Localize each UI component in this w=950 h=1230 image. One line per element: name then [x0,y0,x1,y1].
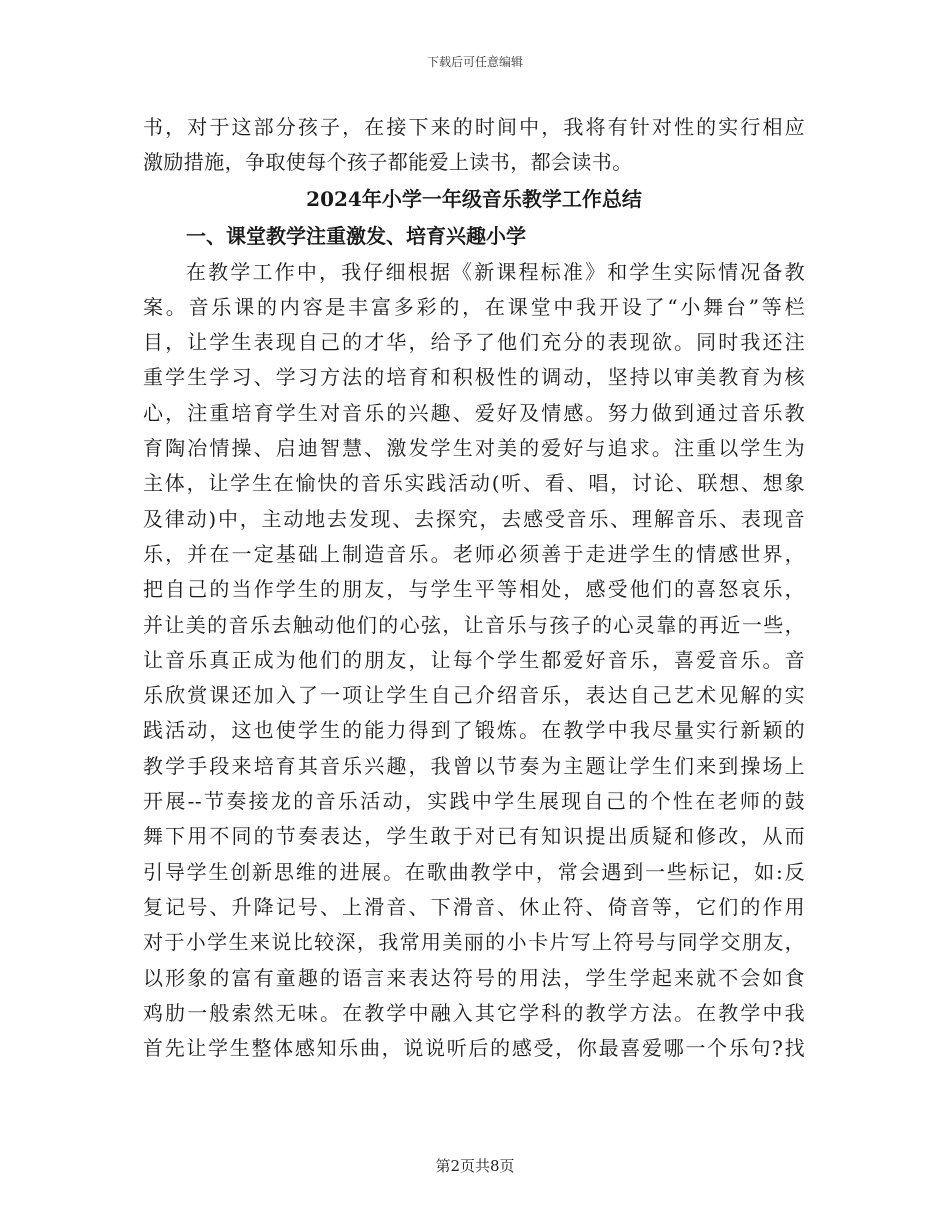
paragraph-line: 鸡肋一般索然无味。在教学中融入其它学科的教学方法。在教学中我 [143,1000,805,1025]
paragraph-line: 对于小学生来说比较深，我常用美丽的小卡片写上符号与同学交朋友， [143,930,805,955]
paragraph-line: 案。音乐课的内容是丰富多彩的，在课堂中我开设了“小舞台”等栏 [143,294,805,319]
paragraph-line: 践活动，这也使学生的能力得到了锻炼。在教学中我尽量实行新颖的 [143,718,805,743]
paragraph-line: 育陶冶情操、启迪智慧、激发学生对美的爱好与追求。注重以学生为 [143,436,805,461]
section-heading: 一、课堂教学注重激发、培育兴趣小学 [186,223,526,248]
paragraph-line: 让音乐真正成为他们的朋友，让每个学生都爱好音乐，喜爱音乐。音 [143,647,805,672]
paragraph-line: 激励措施，争取使每个孩子都能爱上读书，都会读书。 [143,150,633,175]
paragraph-line: 以形象的富有童趣的语言来表达符号的用法，学生学起来就不会如食 [143,965,805,990]
paragraph-line: 开展--节奏接龙的音乐活动，实践中学生展现自己的个性在老师的鼓 [143,789,805,814]
paragraph-line: 把自己的当作学生的朋友，与学生平等相处，感受他们的喜怒哀乐， [143,577,805,602]
paragraph-line: 书，对于这部分孩子，在接下来的时间中，我将有针对性的实行相应 [143,115,805,139]
paragraph-line: 复记号、升降记号、上滑音、下滑音、休止符、倚音等，它们的作用 [143,894,805,919]
page-header: 下载后可任意编辑 [426,55,523,69]
paragraph-line: 心，注重培育学生对音乐的兴趣、爱好及情感。努力做到通过音乐教 [143,400,805,425]
paragraph-line: 在教学工作中，我仔细根据《新课程标准》和学生实际情况备教 [186,259,805,284]
paragraph-line: 引导学生创新思维的进展。在歌曲教学中，常会遇到一些标记，如:反 [143,859,805,884]
paragraph-line: 主体，让学生在愉快的音乐实践活动(听、看、唱，讨论、联想、想象 [143,471,805,496]
paragraph-line: 乐欣赏课还加入了一项让学生自己介绍音乐，表达自己艺术见解的实 [143,683,805,708]
paragraph-line: 及律动)中，主动地去发现、去探究，去感受音乐、理解音乐、表现音 [143,506,805,531]
paragraph-line: 教学手段来培育其音乐兴趣，我曾以节奏为主题让学生们来到操场上 [143,753,805,778]
paragraph-line: 乐，并在一定基础上制造音乐。老师必须善于走进学生的情感世界， [143,541,805,566]
page-footer: 第2页共8页 [435,1157,515,1175]
paragraph-line: 目，让学生表现自己的才华，给予了他们充分的表现欲。同时我还注 [143,330,805,355]
document-body [143,110,805,1066]
paragraph-line: 舞下用不同的节奏表达，学生敢于对已有知识提出质疑和修改，从而 [143,824,805,849]
paragraph-line: 重学生学习、学习方法的培育和积极性的调动，坚持以审美教育为核 [143,365,805,390]
paragraph-line: 并让美的音乐去触动他们的心弦，让音乐与孩子的心灵靠的再近一些， [143,612,805,637]
document-title: 2024年小学一年级音乐教学工作总结 [306,186,642,211]
paragraph-line: 首先让学生整体感知乐曲，说说听后的感受，你最喜爱哪一个乐句?找 [143,1036,805,1061]
